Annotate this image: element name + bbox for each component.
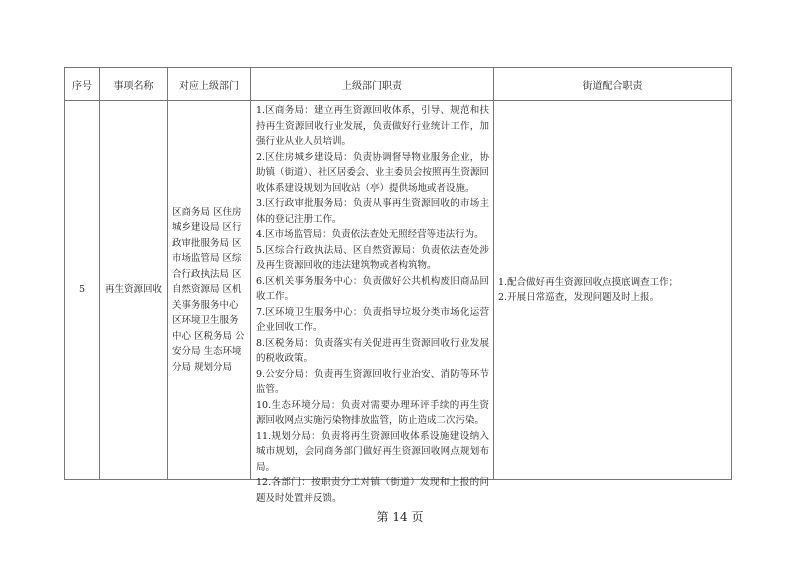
row-item-name: 再生资源回收 <box>99 100 167 480</box>
duty-item: 2.区住房城乡建设局：负责协调督导物业服务企业，协助镇（街道）、社区居委会、业主委员会按照再生资源回收体系建设规划为回收站（亭）提供场地或者设施。 <box>256 151 489 194</box>
row-street-duties-cell <box>493 100 731 480</box>
row-duties-cell <box>250 100 493 504</box>
duty-item: 7.区环境卫生服务中心：负责指导垃圾分类市场化运营企业回收工作。 <box>256 306 489 333</box>
duty-item: 4.区市场监管局：负责依法查处无照经营等违法行为。 <box>256 229 484 240</box>
table-row <box>65 100 731 504</box>
row-number: 5 <box>78 284 86 296</box>
duty-item: 10.生态环境分局：负责对需要办理环评手续的再生资源回收网点实施污染物排放监管，防止造成二次污染。 <box>256 399 489 426</box>
row-departments-cell <box>167 100 250 480</box>
row-departments: 区商务局 区住房城乡建设局 区行政审批服务局 区市场监管局 区综合行政执法局 区自然资源局 区机关事务服务中心 区环境卫生服务中心 区税务局 公安分局 生态环境分局 规划分局 <box>172 206 245 373</box>
responsibility-table <box>64 67 732 504</box>
header-number: 序号 <box>72 80 92 92</box>
header-item-name: 事项名称 <box>99 68 167 100</box>
table-header <box>65 68 731 101</box>
header-street-duties: 街道配合职责 <box>493 68 731 100</box>
duty-item: 9.公安分局：负责再生资源回收行业治安、消防等环节监管。 <box>256 368 489 395</box>
header-departments: 对应上级部门 <box>167 68 250 100</box>
duty-item: 5.区综合行政执法局、区自然资源局：负责依法查处涉及再生资源回收的违法建筑物或者构筑物。 <box>256 244 489 271</box>
duty-item: 1.区商务局：建立再生资源回收体系，引导、规范和扶持再生资源回收行业发展，负责做好行业统计工作，加强行业从业人员培训。 <box>256 105 489 147</box>
header-duties: 上级部门职责 <box>250 68 493 100</box>
street-duty-list <box>498 275 678 306</box>
duty-item: 3.区行政审批服务局：负责从事再生资源回收的市场主体的登记注册工作。 <box>256 198 489 225</box>
street-duty-item: 2.开展日常巡查，发现问题及时上报。 <box>498 292 660 303</box>
duty-item: 8.区税务局：负责落实有关促进再生资源回收行业发展的税收政策。 <box>256 337 489 364</box>
duty-item: 11.规划分局：负责将再生资源回收体系设施建设纳入城市规划，会同商务部门做好再生资源回收网点规划布局。 <box>256 430 489 473</box>
duty-item: 12.各部门：按职责分工对镇（街道）发现和上报的问题及时处置并反馈。 <box>256 477 489 504</box>
page-number: 第 14 页 <box>376 510 424 524</box>
duty-item: 6.区机关事务服务中心：负责做好公共机构废旧商品回收工作。 <box>256 275 489 302</box>
street-duty-item: 1.配合做好再生资源回收点摸底调查工作； <box>498 276 679 288</box>
